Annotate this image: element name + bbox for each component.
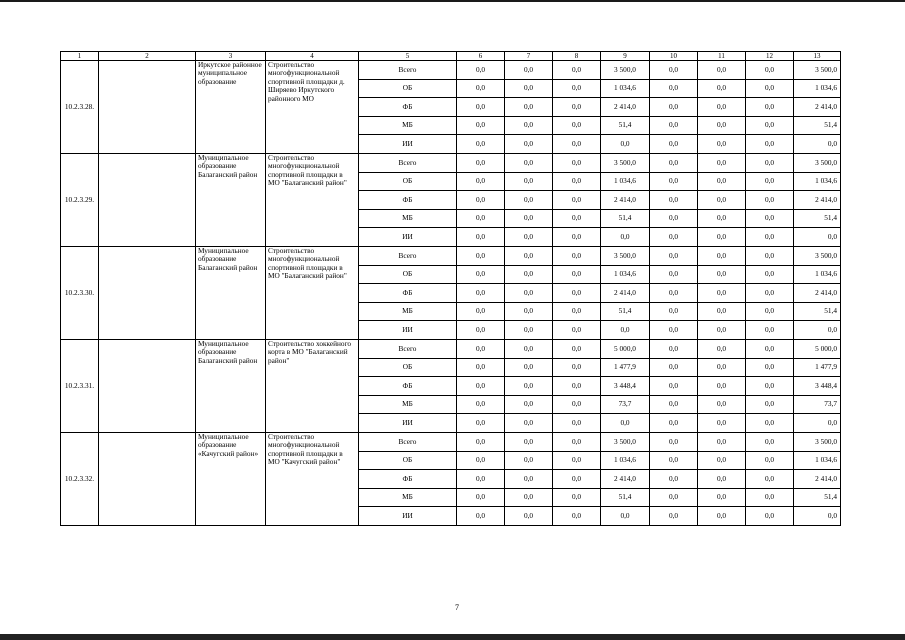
value-cell: 1 034,6 bbox=[794, 451, 841, 470]
col-header: 11 bbox=[698, 52, 746, 61]
scan-top-edge bbox=[0, 0, 905, 2]
value-cell: 2 414,0 bbox=[601, 470, 650, 489]
value-cell: 0,0 bbox=[698, 339, 746, 358]
table-body bbox=[61, 61, 841, 526]
project-name: Строительство многофункциональной спортивной площадки в МО "Балаганский район" bbox=[266, 154, 359, 247]
value-cell: 0,0 bbox=[457, 414, 505, 433]
value-cell: 0,0 bbox=[650, 302, 698, 321]
value-cell: 0,0 bbox=[698, 98, 746, 117]
value-cell: 0,0 bbox=[650, 61, 698, 80]
funding-source: ФБ bbox=[359, 98, 457, 117]
value-cell: 0,0 bbox=[457, 135, 505, 154]
funding-source: ФБ bbox=[359, 470, 457, 489]
value-cell: 0,0 bbox=[746, 246, 794, 265]
value-cell: 1 034,6 bbox=[601, 265, 650, 284]
funding-source: ИИ bbox=[359, 321, 457, 340]
value-cell: 0,0 bbox=[746, 98, 794, 117]
value-cell: 0,0 bbox=[505, 265, 553, 284]
value-cell: 0,0 bbox=[553, 470, 601, 489]
value-cell: 0,0 bbox=[553, 377, 601, 396]
page-number: 7 bbox=[455, 603, 459, 612]
value-cell: 2 414,0 bbox=[794, 191, 841, 210]
budget-table bbox=[60, 51, 841, 526]
project-name: Строительство хоккейного корта в МО "Балаганский район" bbox=[266, 339, 359, 432]
value-cell: 1 034,6 bbox=[601, 451, 650, 470]
value-cell: 51,4 bbox=[601, 209, 650, 228]
value-cell: 0,0 bbox=[553, 209, 601, 228]
value-cell: 0,0 bbox=[505, 377, 553, 396]
value-cell: 51,4 bbox=[794, 488, 841, 507]
item-code: 10.2.3.32. bbox=[61, 432, 99, 525]
value-cell: 0,0 bbox=[746, 116, 794, 135]
col-header: 4 bbox=[266, 52, 359, 61]
value-cell: 0,0 bbox=[698, 488, 746, 507]
value-cell: 3 500,0 bbox=[794, 246, 841, 265]
col-header: 6 bbox=[457, 52, 505, 61]
value-cell: 51,4 bbox=[794, 209, 841, 228]
funding-source: МБ bbox=[359, 209, 457, 228]
value-cell: 0,0 bbox=[698, 395, 746, 414]
value-cell: 0,0 bbox=[650, 172, 698, 191]
organization-name: Муниципальное образование Балаганский район bbox=[196, 246, 266, 339]
funding-source: ОБ bbox=[359, 358, 457, 377]
funding-source: ИИ bbox=[359, 135, 457, 154]
funding-source: МБ bbox=[359, 302, 457, 321]
value-cell: 0,0 bbox=[650, 488, 698, 507]
value-cell: 0,0 bbox=[457, 191, 505, 210]
value-cell: 0,0 bbox=[553, 172, 601, 191]
value-cell: 0,0 bbox=[505, 79, 553, 98]
funding-source: Всего bbox=[359, 61, 457, 80]
value-cell: 0,0 bbox=[746, 451, 794, 470]
project-name: Строительство многофункциональной спортивной площадки д. Ширяево Иркутского районного МО bbox=[266, 61, 359, 154]
value-cell: 0,0 bbox=[650, 154, 698, 173]
value-cell: 0,0 bbox=[746, 191, 794, 210]
value-cell: 0,0 bbox=[457, 61, 505, 80]
table-row bbox=[61, 246, 841, 265]
value-cell: 0,0 bbox=[457, 339, 505, 358]
value-cell: 0,0 bbox=[505, 191, 553, 210]
value-cell: 51,4 bbox=[794, 116, 841, 135]
value-cell: 0,0 bbox=[650, 507, 698, 526]
value-cell: 0,0 bbox=[601, 414, 650, 433]
value-cell: 2 414,0 bbox=[794, 470, 841, 489]
value-cell: 0,0 bbox=[553, 265, 601, 284]
value-cell: 0,0 bbox=[650, 414, 698, 433]
empty-cell bbox=[99, 432, 196, 525]
value-cell: 0,0 bbox=[794, 321, 841, 340]
value-cell: 0,0 bbox=[457, 246, 505, 265]
value-cell: 0,0 bbox=[553, 432, 601, 451]
funding-source: Всего bbox=[359, 432, 457, 451]
value-cell: 2 414,0 bbox=[601, 98, 650, 117]
value-cell: 0,0 bbox=[505, 321, 553, 340]
project-name: Строительство многофункциональной спортивной площадки в МО "Качугский район" bbox=[266, 432, 359, 525]
value-cell: 0,0 bbox=[650, 79, 698, 98]
value-cell: 0,0 bbox=[746, 209, 794, 228]
funding-source: ОБ bbox=[359, 79, 457, 98]
value-cell: 0,0 bbox=[457, 451, 505, 470]
value-cell: 0,0 bbox=[650, 209, 698, 228]
value-cell: 0,0 bbox=[698, 172, 746, 191]
value-cell: 0,0 bbox=[457, 302, 505, 321]
value-cell: 1 034,6 bbox=[601, 172, 650, 191]
value-cell: 0,0 bbox=[650, 377, 698, 396]
value-cell: 0,0 bbox=[698, 61, 746, 80]
table-row bbox=[61, 339, 841, 358]
value-cell: 0,0 bbox=[553, 451, 601, 470]
value-cell: 0,0 bbox=[553, 228, 601, 247]
value-cell: 0,0 bbox=[601, 228, 650, 247]
value-cell: 0,0 bbox=[650, 470, 698, 489]
value-cell: 0,0 bbox=[553, 98, 601, 117]
value-cell: 0,0 bbox=[505, 209, 553, 228]
value-cell: 0,0 bbox=[457, 507, 505, 526]
value-cell: 0,0 bbox=[457, 321, 505, 340]
value-cell: 0,0 bbox=[698, 79, 746, 98]
value-cell: 0,0 bbox=[553, 284, 601, 303]
value-cell: 0,0 bbox=[794, 228, 841, 247]
project-name: Строительство многофункциональной спортивной площадки в МО "Балаганский район" bbox=[266, 246, 359, 339]
value-cell: 51,4 bbox=[601, 116, 650, 135]
value-cell: 0,0 bbox=[505, 284, 553, 303]
value-cell: 73,7 bbox=[601, 395, 650, 414]
value-cell: 0,0 bbox=[650, 339, 698, 358]
value-cell: 3 500,0 bbox=[601, 246, 650, 265]
value-cell: 0,0 bbox=[505, 414, 553, 433]
funding-source: ОБ bbox=[359, 265, 457, 284]
funding-source: ФБ bbox=[359, 284, 457, 303]
value-cell: 0,0 bbox=[746, 228, 794, 247]
value-cell: 0,0 bbox=[650, 451, 698, 470]
value-cell: 0,0 bbox=[505, 228, 553, 247]
value-cell: 0,0 bbox=[457, 377, 505, 396]
value-cell: 51,4 bbox=[794, 302, 841, 321]
value-cell: 0,0 bbox=[746, 172, 794, 191]
value-cell: 0,0 bbox=[650, 116, 698, 135]
value-cell: 0,0 bbox=[505, 470, 553, 489]
table-row bbox=[61, 154, 841, 173]
funding-source: Всего bbox=[359, 154, 457, 173]
value-cell: 3 500,0 bbox=[601, 154, 650, 173]
value-cell: 0,0 bbox=[457, 395, 505, 414]
value-cell: 0,0 bbox=[746, 339, 794, 358]
value-cell: 0,0 bbox=[746, 265, 794, 284]
funding-source: ОБ bbox=[359, 172, 457, 191]
value-cell: 0,0 bbox=[698, 451, 746, 470]
value-cell: 51,4 bbox=[601, 488, 650, 507]
value-cell: 0,0 bbox=[650, 432, 698, 451]
value-cell: 0,0 bbox=[553, 395, 601, 414]
value-cell: 3 500,0 bbox=[601, 432, 650, 451]
empty-cell bbox=[99, 61, 196, 154]
value-cell: 0,0 bbox=[505, 358, 553, 377]
col-header: 9 bbox=[601, 52, 650, 61]
funding-source: Всего bbox=[359, 246, 457, 265]
col-header: 2 bbox=[99, 52, 196, 61]
value-cell: 0,0 bbox=[698, 507, 746, 526]
value-cell: 0,0 bbox=[746, 488, 794, 507]
item-code: 10.2.3.28. bbox=[61, 61, 99, 154]
value-cell: 0,0 bbox=[746, 79, 794, 98]
value-cell: 1 034,6 bbox=[794, 265, 841, 284]
value-cell: 0,0 bbox=[794, 507, 841, 526]
value-cell: 0,0 bbox=[698, 209, 746, 228]
value-cell: 73,7 bbox=[794, 395, 841, 414]
value-cell: 0,0 bbox=[698, 284, 746, 303]
value-cell: 1 034,6 bbox=[794, 79, 841, 98]
value-cell: 0,0 bbox=[794, 135, 841, 154]
funding-source: ИИ bbox=[359, 414, 457, 433]
value-cell: 5 000,0 bbox=[794, 339, 841, 358]
value-cell: 0,0 bbox=[650, 246, 698, 265]
value-cell: 0,0 bbox=[698, 246, 746, 265]
item-code: 10.2.3.30. bbox=[61, 246, 99, 339]
col-header: 12 bbox=[746, 52, 794, 61]
value-cell: 0,0 bbox=[650, 321, 698, 340]
value-cell: 0,0 bbox=[553, 488, 601, 507]
col-header: 1 bbox=[61, 52, 99, 61]
value-cell: 0,0 bbox=[457, 209, 505, 228]
col-header: 7 bbox=[505, 52, 553, 61]
value-cell: 2 414,0 bbox=[794, 284, 841, 303]
funding-source: МБ bbox=[359, 116, 457, 135]
value-cell: 0,0 bbox=[457, 79, 505, 98]
value-cell: 0,0 bbox=[698, 154, 746, 173]
col-header: 10 bbox=[650, 52, 698, 61]
value-cell: 0,0 bbox=[457, 488, 505, 507]
value-cell: 2 414,0 bbox=[794, 98, 841, 117]
value-cell: 0,0 bbox=[553, 414, 601, 433]
empty-cell bbox=[99, 154, 196, 247]
value-cell: 3 500,0 bbox=[794, 154, 841, 173]
col-header: 5 bbox=[359, 52, 457, 61]
value-cell: 0,0 bbox=[746, 507, 794, 526]
value-cell: 0,0 bbox=[698, 116, 746, 135]
value-cell: 0,0 bbox=[553, 154, 601, 173]
value-cell: 0,0 bbox=[505, 246, 553, 265]
value-cell: 0,0 bbox=[553, 339, 601, 358]
funding-source: ИИ bbox=[359, 228, 457, 247]
value-cell: 0,0 bbox=[457, 116, 505, 135]
value-cell: 0,0 bbox=[457, 284, 505, 303]
value-cell: 0,0 bbox=[650, 358, 698, 377]
table-row bbox=[61, 432, 841, 451]
value-cell: 0,0 bbox=[746, 377, 794, 396]
value-cell: 0,0 bbox=[457, 172, 505, 191]
value-cell: 0,0 bbox=[553, 135, 601, 154]
value-cell: 0,0 bbox=[698, 191, 746, 210]
value-cell: 0,0 bbox=[746, 135, 794, 154]
value-cell: 51,4 bbox=[601, 302, 650, 321]
value-cell: 0,0 bbox=[746, 302, 794, 321]
col-header: 8 bbox=[553, 52, 601, 61]
value-cell: 3 448,4 bbox=[794, 377, 841, 396]
value-cell: 0,0 bbox=[746, 432, 794, 451]
value-cell: 0,0 bbox=[698, 470, 746, 489]
value-cell: 3 500,0 bbox=[794, 432, 841, 451]
value-cell: 0,0 bbox=[457, 154, 505, 173]
organization-name: Иркутское районное муниципальное образование bbox=[196, 61, 266, 154]
funding-source: ФБ bbox=[359, 377, 457, 396]
value-cell: 0,0 bbox=[650, 135, 698, 154]
value-cell: 0,0 bbox=[698, 228, 746, 247]
item-code: 10.2.3.29. bbox=[61, 154, 99, 247]
value-cell: 0,0 bbox=[553, 79, 601, 98]
organization-name: Муниципальное образование Балаганский район bbox=[196, 339, 266, 432]
value-cell: 0,0 bbox=[553, 246, 601, 265]
value-cell: 0,0 bbox=[746, 154, 794, 173]
value-cell: 1 477,9 bbox=[794, 358, 841, 377]
value-cell: 3 500,0 bbox=[794, 61, 841, 80]
value-cell: 2 414,0 bbox=[601, 284, 650, 303]
value-cell: 0,0 bbox=[746, 395, 794, 414]
value-cell: 0,0 bbox=[650, 265, 698, 284]
value-cell: 0,0 bbox=[746, 358, 794, 377]
value-cell: 5 000,0 bbox=[601, 339, 650, 358]
value-cell: 0,0 bbox=[457, 470, 505, 489]
value-cell: 0,0 bbox=[698, 135, 746, 154]
value-cell: 0,0 bbox=[650, 395, 698, 414]
funding-source: ИИ bbox=[359, 507, 457, 526]
value-cell: 0,0 bbox=[601, 321, 650, 340]
empty-cell bbox=[99, 339, 196, 432]
value-cell: 0,0 bbox=[746, 284, 794, 303]
value-cell: 0,0 bbox=[505, 432, 553, 451]
value-cell: 0,0 bbox=[698, 302, 746, 321]
funding-source: МБ bbox=[359, 395, 457, 414]
value-cell: 0,0 bbox=[746, 61, 794, 80]
value-cell: 0,0 bbox=[746, 321, 794, 340]
value-cell: 0,0 bbox=[553, 507, 601, 526]
value-cell: 0,0 bbox=[457, 265, 505, 284]
value-cell: 0,0 bbox=[698, 414, 746, 433]
value-cell: 0,0 bbox=[505, 61, 553, 80]
scan-bottom-edge bbox=[0, 634, 905, 640]
col-header: 3 bbox=[196, 52, 266, 61]
value-cell: 0,0 bbox=[698, 432, 746, 451]
value-cell: 0,0 bbox=[553, 191, 601, 210]
value-cell: 0,0 bbox=[505, 154, 553, 173]
value-cell: 0,0 bbox=[698, 321, 746, 340]
value-cell: 3 448,4 bbox=[601, 377, 650, 396]
organization-name: Муниципальное образование Балаганский район bbox=[196, 154, 266, 247]
value-cell: 0,0 bbox=[505, 339, 553, 358]
value-cell: 0,0 bbox=[553, 358, 601, 377]
value-cell: 0,0 bbox=[505, 302, 553, 321]
value-cell: 1 034,6 bbox=[601, 79, 650, 98]
value-cell: 1 477,9 bbox=[601, 358, 650, 377]
col-header: 13 bbox=[794, 52, 841, 61]
value-cell: 0,0 bbox=[650, 284, 698, 303]
value-cell: 0,0 bbox=[794, 414, 841, 433]
column-number-row bbox=[61, 52, 841, 61]
value-cell: 0,0 bbox=[650, 228, 698, 247]
value-cell: 0,0 bbox=[505, 98, 553, 117]
value-cell: 0,0 bbox=[698, 265, 746, 284]
value-cell: 0,0 bbox=[505, 451, 553, 470]
value-cell: 0,0 bbox=[505, 488, 553, 507]
table-row bbox=[61, 61, 841, 80]
value-cell: 0,0 bbox=[746, 414, 794, 433]
value-cell: 0,0 bbox=[505, 507, 553, 526]
value-cell: 0,0 bbox=[457, 358, 505, 377]
organization-name: Муниципальное образование «Качугский район» bbox=[196, 432, 266, 525]
funding-source: МБ bbox=[359, 488, 457, 507]
value-cell: 0,0 bbox=[601, 507, 650, 526]
value-cell: 0,0 bbox=[601, 135, 650, 154]
value-cell: 0,0 bbox=[505, 172, 553, 191]
value-cell: 2 414,0 bbox=[601, 191, 650, 210]
value-cell: 0,0 bbox=[553, 116, 601, 135]
value-cell: 0,0 bbox=[457, 228, 505, 247]
funding-source: ОБ bbox=[359, 451, 457, 470]
value-cell: 0,0 bbox=[505, 116, 553, 135]
value-cell: 0,0 bbox=[553, 302, 601, 321]
value-cell: 0,0 bbox=[650, 98, 698, 117]
funding-source: ФБ bbox=[359, 191, 457, 210]
value-cell: 1 034,6 bbox=[794, 172, 841, 191]
value-cell: 0,0 bbox=[553, 61, 601, 80]
funding-source: Всего bbox=[359, 339, 457, 358]
value-cell: 0,0 bbox=[457, 432, 505, 451]
value-cell: 0,0 bbox=[698, 358, 746, 377]
value-cell: 0,0 bbox=[505, 135, 553, 154]
item-code: 10.2.3.31. bbox=[61, 339, 99, 432]
value-cell: 0,0 bbox=[650, 191, 698, 210]
value-cell: 0,0 bbox=[553, 321, 601, 340]
value-cell: 3 500,0 bbox=[601, 61, 650, 80]
value-cell: 0,0 bbox=[698, 377, 746, 396]
value-cell: 0,0 bbox=[457, 98, 505, 117]
value-cell: 0,0 bbox=[505, 395, 553, 414]
value-cell: 0,0 bbox=[746, 470, 794, 489]
empty-cell bbox=[99, 246, 196, 339]
